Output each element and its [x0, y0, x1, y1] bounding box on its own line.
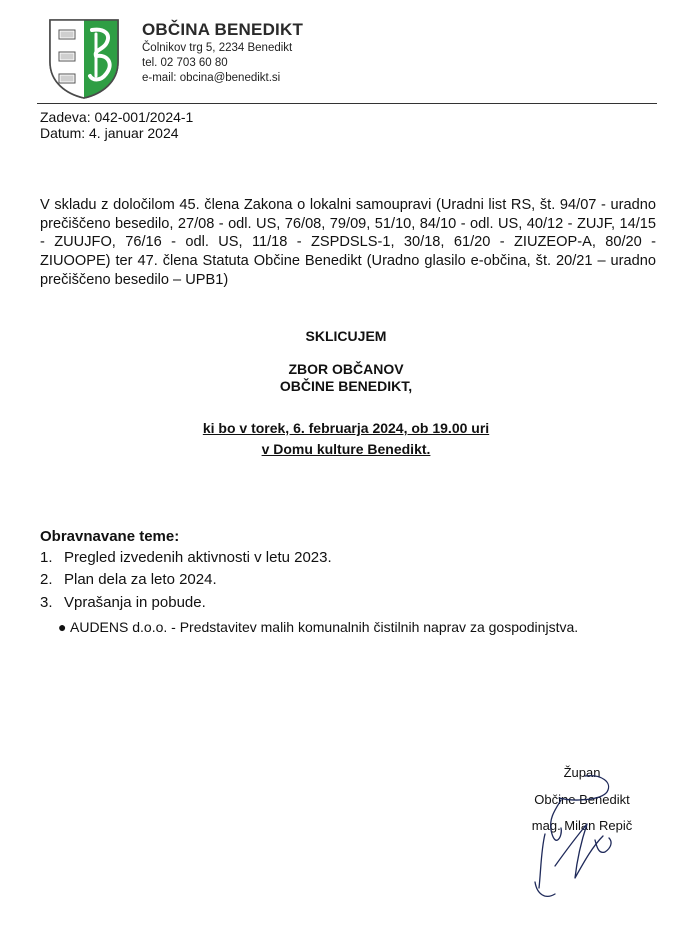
signatory-organisation: Občine Benedikt: [534, 792, 630, 807]
header-divider: [37, 103, 657, 104]
sub-topic-text: AUDENS d.o.o. - Predstavitev malih komunalnih čistilnih naprav za gospodinjstva.: [70, 619, 579, 635]
assembly-location: v Domu kulture Benedikt.: [261, 441, 431, 457]
topic-text: Pregled izvedenih aktivnosti v letu 2023.: [64, 549, 332, 566]
org-phone: tel. 02 703 60 80: [142, 57, 228, 69]
topic-item: [40, 594, 206, 611]
topic-text: Plan dela za leto 2024.: [64, 571, 217, 588]
org-email: e-mail: obcina@benedikt.si: [142, 72, 281, 84]
signatory-title: Župan: [563, 765, 601, 780]
org-name: OBČINA BENEDIKT: [142, 20, 304, 39]
topic-item: [40, 549, 332, 566]
assembly-title-line1: ZBOR OBČANOV: [288, 361, 404, 377]
legal-basis-paragraph: V skladu z določilom 45. člena Zakona o lokalni samoupravi (Uradni list RS, št. 94/07 - uradno prečiščeno besedilo, 27/08 - odl. US, 76/08, 79/09, 51/10, 84/10 - odl. US, 40/12 - ZUJF, 14/15 - ZUUJFO, 76/16 - odl. US, 11/18 - ZSPDSLS-1, 30/18, 61/20 - ZIUZEOP-A, 80/20 - ZIUOOPE) ter 47. člena Statuta Občine Benedikt (Uradno glasilo e-občina, št. 20/21 – uradno prečiščeno besedilo – UPB1): [40, 197, 656, 288]
handwritten-signature-icon: [515, 770, 655, 930]
org-address: Čolnikov trg 5, 2234 Benedikt: [142, 42, 293, 54]
document-date: Datum: 4. januar 2024: [40, 125, 179, 141]
document-subject: Zadeva: 042-001/2024-1: [40, 109, 194, 125]
sub-topic-item: [58, 619, 578, 635]
topic-item: [40, 571, 217, 588]
topic-number: 3.: [40, 594, 53, 611]
assembly-date-time: ki bo v torek, 6. februarja 2024, ob 19.00 uri: [202, 420, 490, 436]
topic-number: 2.: [40, 571, 53, 588]
assembly-title-line2: OBČINE BENEDIKT,: [279, 378, 413, 394]
signatory-name: mag. Milan Repič: [531, 818, 633, 833]
convocation-heading: SKLICUJEM: [305, 328, 387, 344]
coat-of-arms-icon: [46, 16, 122, 100]
topic-number: 1.: [40, 549, 53, 566]
bullet-icon: ●: [58, 619, 67, 635]
topics-heading: Obravnavane teme:: [40, 528, 180, 545]
topic-text: Vprašanja in pobude.: [64, 594, 206, 611]
